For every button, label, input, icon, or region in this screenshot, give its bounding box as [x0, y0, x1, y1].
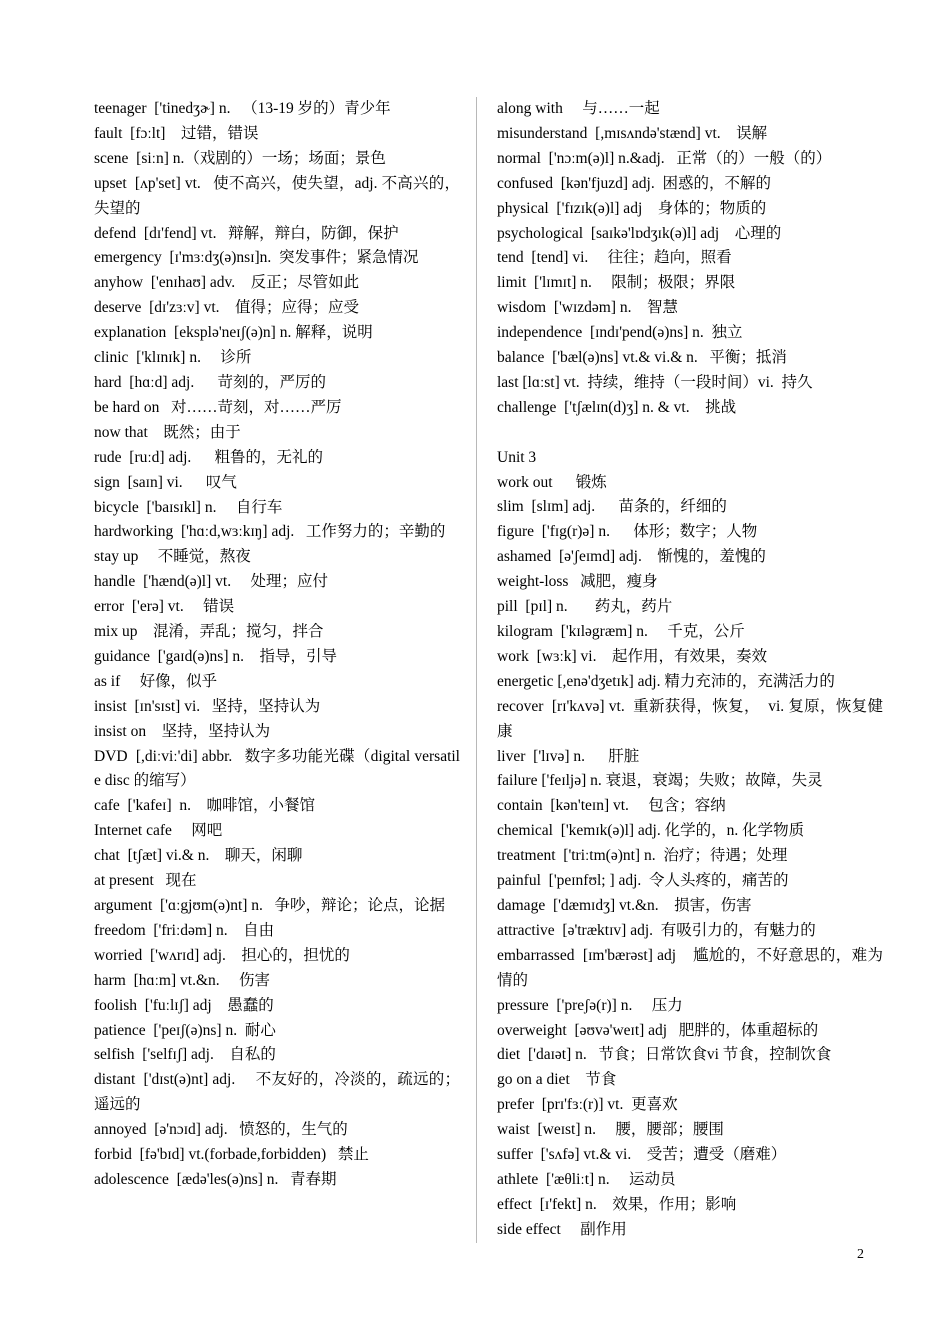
vocab-entry: hard [hɑːd] adj. 苛刻的，严厉的 — [94, 373, 326, 391]
vocab-entry: emergency [ɪ'mɜːdʒ(ə)nsɪ]n. 突发事件；紧急情况 — [94, 249, 419, 267]
vocab-entry: balance ['bæl(ə)ns] vt.& vi.& n. 平衡；抵消 — [497, 349, 787, 367]
vocab-entry: independence [ɪndɪ'pend(ə)ns] n. 独立 — [497, 324, 743, 342]
vocab-entry: damage ['dæmɪdʒ] vt.&n. 损害，伤害 — [497, 896, 752, 914]
vocab-entry: fault [fɔːlt] 过错，错误 — [94, 124, 259, 142]
vocab-entry: athlete ['æθliːt] n. 运动员 — [497, 1170, 676, 1188]
vocab-entry: defend [dɪ'fend] vt. 辩解，辩白，防御，保护 — [94, 224, 399, 242]
vocab-entry: explanation [eksplə'neɪʃ(ə)n] n. 解释，说明 — [94, 324, 373, 342]
vocab-entry: ashamed [ə'ʃeɪmd] adj. 惭愧的，羞愧的 — [497, 548, 766, 566]
vocab-entry: foolish ['fuːlɪʃ] adj 愚蠢的 — [94, 996, 274, 1014]
column-divider — [476, 97, 477, 1243]
vocab-entry: weight-loss 减肥，瘦身 — [497, 573, 658, 591]
vocab-entry: deserve [dɪ'zɜːv] vt. 值得；应得；应受 — [94, 299, 360, 317]
vocab-entry: distant ['dɪst(ə)nt] adj. 不友好的，冷淡的，疏远的；遥远的 — [94, 1071, 460, 1114]
vocab-entry: Internet cafe 网吧 — [94, 822, 223, 840]
vocab-entry: chemical ['kemɪk(ə)l] adj. 化学的，n. 化学物质 — [497, 822, 805, 840]
vocab-entry: confused [kən'fjuzd] adj. 困惑的，不解的 — [497, 174, 771, 192]
vocab-entry: embarrassed [ɪm'bærəst] adj 尴尬的，不好意思的，难为情的 — [497, 946, 883, 989]
vocab-entry: argument ['ɑːgjʊm(ə)nt] n. 争吵，辩论；论点，论据 — [94, 897, 446, 914]
vocab-entry: cafe ['kafeɪ] n. 咖啡馆，小餐馆 — [94, 797, 316, 815]
vocab-entry: now that 既然；由于 — [94, 423, 241, 441]
vocab-entry: worried ['wʌrɪd] adj. 担心的，担忧的 — [94, 946, 350, 964]
vocab-entry: forbid [fə'bɪd] vt.(forbade,forbidden) 禁止 — [94, 1146, 369, 1164]
vocab-entry: adolescence [ædə'les(ə)ns] n. 青春期 — [94, 1170, 337, 1188]
vocab-entry: figure ['fɪg(r)ə] n. 体形；数字；人物 — [497, 523, 758, 541]
vocab-entry: rude [ruːd] adj. 粗鲁的，无礼的 — [94, 448, 324, 466]
vocab-entry: limit ['lɪmɪt] n. 限制；极限；界限 — [497, 274, 736, 292]
vocab-entry: failure ['feɪljə] n. 衰退，衰竭；失败；故障，失灵 — [497, 772, 823, 790]
vocab-entry: clinic ['klɪnɪk] n. 诊所 — [94, 349, 252, 367]
vocab-entry: stay up 不睡觉，熬夜 — [94, 548, 251, 566]
vocab-entry: be hard on 对……苛刻，对……严厉 — [94, 398, 342, 416]
left-column — [94, 97, 460, 1193]
vocab-entry: normal ['nɔːm(ə)l] n.&adj. 正常（的）一般（的） — [497, 149, 832, 167]
vocab-entry: work [wɜːk] vi. 起作用，有效果，奏效 — [497, 647, 767, 665]
vocab-entry: at present 现在 — [94, 872, 197, 890]
vocab-entry: side effect 副作用 — [497, 1220, 627, 1238]
vocab-entry: guidance ['gaɪd(ə)ns] n. 指导，引导 — [94, 647, 337, 665]
vocab-entry: teenager ['tinedʒɚ] n. （13-19 岁的）青少年 — [94, 100, 391, 117]
vocab-entry: anyhow ['enɪhaʊ] adv. 反正；尽管如此 — [94, 274, 360, 292]
vocab-entry: painful ['peɪnfʊl; ] adj. 令人头疼的，痛苦的 — [497, 872, 789, 890]
vocab-entry: misunderstand [,mɪsʌndə'stænd] vt. 误解 — [497, 124, 768, 142]
vocab-entry: scene [siːn] n.（戏剧的）一场；场面；景色 — [94, 149, 386, 167]
vocab-entry: mix up 混淆，弄乱；搅匀，拌合 — [94, 623, 324, 641]
vocab-entry: wisdom ['wɪzdəm] n. 智慧 — [497, 299, 679, 317]
vocab-entry: contain [kən'teɪn] vt. 包含；容纳 — [497, 797, 726, 815]
vocab-entry: pill [pɪl] n. 药丸，药片 — [497, 598, 673, 616]
vocab-entry: suffer ['sʌfə] vt.& vi. 受苦；遭受（磨难） — [497, 1146, 787, 1164]
vocab-entry: kilogram ['kɪləgræm] n. 千克，公斤 — [497, 623, 745, 641]
vocab-entry: effect [ɪ'fekt] n. 效果，作用；影响 — [497, 1195, 737, 1213]
vocab-entry: sign [saɪn] vi. 叹气 — [94, 473, 237, 491]
vocab-entry: as if 好像，似乎 — [94, 672, 218, 690]
vocab-entry: patience ['peɪʃ(ə)ns] n. 耐心 — [94, 1021, 276, 1039]
vocab-entry: work out 锻炼 — [497, 473, 607, 491]
vocab-entry: Unit 3 — [497, 448, 537, 466]
page-number: 2 — [857, 1247, 864, 1262]
vocab-entry: energetic [,enə'dʒetɪk] adj. 精力充沛的，充满活力的 — [497, 672, 835, 690]
vocab-entry: recover [rɪ'kʌvə] vt. 重新获得，恢复， vi. 复原，恢复健康 — [497, 697, 883, 740]
vocab-entry: annoyed [ə'nɔɪd] adj. 愤怒的，生气的 — [94, 1121, 348, 1139]
blank-line — [497, 421, 883, 446]
right-column — [497, 97, 883, 1243]
vocab-entry: bicycle ['baɪsɪkl] n. 自行车 — [94, 498, 283, 516]
vocab-entry: DVD [,diːviː'di] abbr. 数字多功能光碟（digital versatile disc 的缩写） — [94, 747, 460, 790]
vocab-entry: overweight [əʊvə'weɪt] adj 肥胖的，体重超标的 — [497, 1021, 819, 1039]
vocab-entry: go on a diet 节食 — [497, 1071, 617, 1089]
vocab-entry: hardworking ['hɑːd,wɜːkɪŋ] adj. 工作努力的；辛勤的 — [94, 523, 446, 541]
vocab-entry: freedom ['friːdəm] n. 自由 — [94, 921, 275, 939]
vocab-entry: prefer [prɪ'fɜː(r)] vt. 更喜欢 — [497, 1096, 678, 1114]
vocab-entry: slim [slɪm] adj. 苗条的，纤细的 — [497, 498, 727, 516]
vocab-entry: challenge ['tʃælɪn(d)ʒ] n. & vt. 挑战 — [497, 398, 737, 416]
vocab-entry: treatment ['triːtm(ə)nt] n. 治疗；待遇；处理 — [497, 847, 788, 865]
vocab-entry: tend [tend] vi. 往往；趋向，照看 — [497, 249, 732, 267]
vocab-entry: harm [hɑːm] vt.&n. 伤害 — [94, 971, 271, 989]
vocab-entry: selfish ['selfɪʃ] adj. 自私的 — [94, 1046, 276, 1064]
vocab-entry: psychological [saɪkə'lɒdʒɪk(ə)l] adj 心理的 — [497, 224, 782, 242]
vocab-entry: pressure ['preʃə(r)] n. 压力 — [497, 996, 683, 1014]
vocab-entry: along with 与……一起 — [497, 100, 660, 117]
vocab-entry: chat [tʃæt] vi.& n. 聊天，闲聊 — [94, 847, 303, 865]
vocab-entry: upset [ʌp'set] vt. 使不高兴，使失望，adj. 不高兴的，失望的 — [94, 174, 460, 217]
vocab-entry: insist [ɪn'sɪst] vi. 坚持，坚持认为 — [94, 697, 321, 715]
vocab-entry: waist [weɪst] n. 腰，腰部；腰围 — [497, 1121, 724, 1139]
vocab-entry: handle ['hænd(ə)l] vt. 处理；应付 — [94, 573, 328, 591]
vocab-entry: attractive [ə'træktɪv] adj. 有吸引力的，有魅力的 — [497, 921, 816, 939]
vocab-entry: liver ['lɪvə] n. 肝脏 — [497, 747, 640, 765]
vocab-entry: error ['erə] vt. 错误 — [94, 598, 235, 616]
vocab-entry: insist on 坚持，坚持认为 — [94, 722, 271, 740]
vocab-entry: physical ['fɪzɪk(ə)l] adj 身体的；物质的 — [497, 199, 767, 217]
vocab-entry: last [lɑːst] vt. 持续，维持（一段时间）vi. 持久 — [497, 373, 813, 391]
vocab-entry: diet ['daɪət] n. 节食；日常饮食vi 节食，控制饮食 — [497, 1046, 832, 1064]
